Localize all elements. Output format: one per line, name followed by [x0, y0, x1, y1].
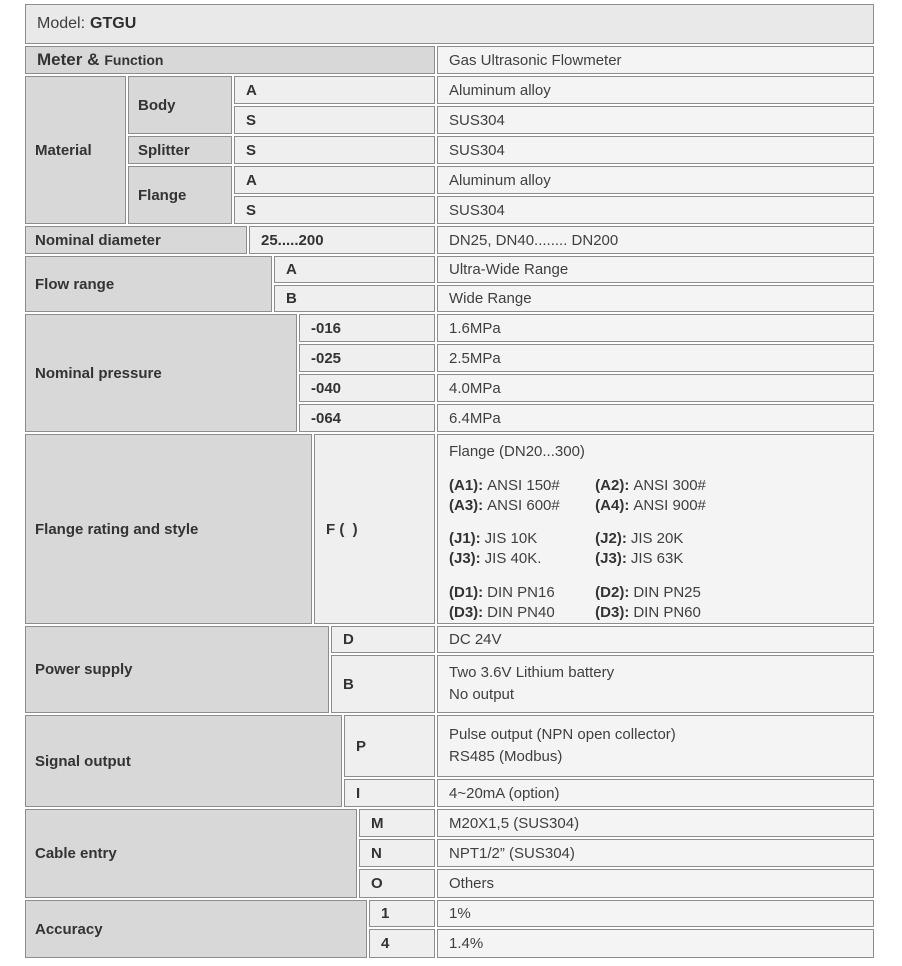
- flange-option-text: JIS 63K: [630, 550, 684, 568]
- flange-option-code: (D3):: [595, 604, 630, 622]
- flange-option-line: [449, 496, 706, 516]
- flange-option-text: ANSI 900#: [633, 496, 706, 514]
- power-supply-value: DC 24V: [437, 626, 874, 653]
- flow-range-code: A: [274, 256, 435, 283]
- material-code: A: [234, 76, 435, 104]
- flange-option-code: (A2):: [595, 476, 630, 494]
- nominal-diameter-code: 25.....200: [249, 226, 435, 254]
- flange-option-text: JIS 40K.: [484, 550, 542, 568]
- meter-value: Gas Ultrasonic Flowmeter: [437, 46, 874, 74]
- flange-option-text: DIN PN40: [487, 604, 555, 622]
- flange-option-text: ANSI 150#: [487, 476, 560, 494]
- value-line: RS485 (Modbus): [449, 748, 563, 765]
- flange-option-text: DIN PN60: [633, 604, 701, 622]
- material-code: A: [234, 166, 435, 194]
- flange-option-code: (J1):: [449, 530, 481, 548]
- flange-option-text: DIN PN25: [633, 584, 701, 602]
- section-label-flange-rating: Flange rating and style: [25, 434, 312, 624]
- nominal-pressure-value: 2.5MPa: [437, 344, 874, 372]
- material-value: SUS304: [437, 136, 874, 164]
- value-line: No output: [449, 686, 515, 703]
- model-code: GTGU: [90, 15, 137, 32]
- spec-table: [25, 4, 876, 958]
- accuracy-value: 1%: [437, 900, 874, 927]
- section-label-material: Material: [25, 76, 126, 224]
- flange-intro: Flange (DN20...300): [449, 443, 585, 460]
- flange-option-text: ANSI 600#: [487, 496, 560, 514]
- material-code: S: [234, 196, 435, 224]
- accuracy-code: 4: [369, 929, 435, 958]
- section-label-nominal-pressure: Nominal pressure: [25, 314, 297, 432]
- section-label-cable-entry: Cable entry: [25, 809, 357, 898]
- signal-output-code: P: [344, 715, 435, 777]
- nominal-pressure-value: 1.6MPa: [437, 314, 874, 342]
- flange-option-line: [449, 476, 706, 496]
- power-supply-value: [437, 655, 874, 713]
- flow-range-value: Ultra-Wide Range: [437, 256, 874, 283]
- signal-output-value: [437, 715, 874, 777]
- section-label-accuracy: Accuracy: [25, 900, 367, 958]
- material-value: Aluminum alloy: [437, 76, 874, 104]
- cable-entry-value: NPT1/2” (SUS304): [437, 839, 874, 867]
- flange-option-text: JIS 20K: [630, 530, 684, 548]
- flange-option-line: [449, 529, 683, 549]
- cable-entry-value: M20X1,5 (SUS304): [437, 809, 874, 837]
- flange-option-code: (A4):: [595, 496, 630, 514]
- flange-option-text: JIS 10K: [484, 530, 538, 548]
- section-label-signal-output: Signal output: [25, 715, 342, 807]
- cable-entry-code: M: [359, 809, 435, 837]
- flow-range-code: B: [274, 285, 435, 312]
- flange-option-line: [449, 603, 701, 623]
- flange-option-code: (A1):: [449, 476, 484, 494]
- material-value: SUS304: [437, 196, 874, 224]
- power-supply-code: D: [331, 626, 435, 653]
- flange-option-text: ANSI 300#: [633, 476, 706, 494]
- cable-entry-value: Others: [437, 869, 874, 898]
- flange-option-text: DIN PN16: [487, 584, 555, 602]
- value-line: Two 3.6V Lithium battery: [449, 664, 615, 681]
- flange-option-line: [449, 549, 683, 569]
- material-group-body: Body: [128, 76, 232, 134]
- flange-option-code: (A3):: [449, 496, 484, 514]
- model-row: [25, 4, 874, 44]
- material-code: S: [234, 106, 435, 134]
- material-group-splitter: Splitter: [128, 136, 232, 164]
- signal-output-value: 4~20mA (option): [437, 779, 874, 807]
- flange-rating-code: F ( ): [314, 434, 435, 624]
- flange-option-code: (D1):: [449, 584, 484, 602]
- flow-range-value: Wide Range: [437, 285, 874, 312]
- model-prefix: Model:: [37, 15, 86, 32]
- value-line: Pulse output (NPN open collector): [449, 726, 676, 743]
- flange-option-code: (J3):: [595, 550, 627, 568]
- meter-label-sub: Function: [104, 52, 164, 68]
- nominal-pressure-value: 4.0MPa: [437, 374, 874, 402]
- accuracy-code: 1: [369, 900, 435, 927]
- meter-label-main: Meter &: [37, 50, 100, 69]
- section-label-power-supply: Power supply: [25, 626, 329, 713]
- nominal-pressure-code: -064: [299, 404, 435, 432]
- material-code: S: [234, 136, 435, 164]
- flange-rating-value: [437, 434, 874, 624]
- section-label-nominal-diameter: Nominal diameter: [25, 226, 247, 254]
- accuracy-value: 1.4%: [437, 929, 874, 958]
- flange-option-code: (D2):: [595, 584, 630, 602]
- section-label-meter-function: [25, 46, 435, 74]
- flange-option-line: [449, 583, 701, 603]
- power-supply-code: B: [331, 655, 435, 713]
- nominal-pressure-value: 6.4MPa: [437, 404, 874, 432]
- material-group-flange: Flange: [128, 166, 232, 224]
- material-value: Aluminum alloy: [437, 166, 874, 194]
- nominal-diameter-value: DN25, DN40........ DN200: [437, 226, 874, 254]
- signal-output-code: I: [344, 779, 435, 807]
- material-value: SUS304: [437, 106, 874, 134]
- flange-option-code: (J2):: [595, 530, 627, 548]
- nominal-pressure-code: -016: [299, 314, 435, 342]
- section-label-flow-range: Flow range: [25, 256, 272, 312]
- cable-entry-code: O: [359, 869, 435, 898]
- flange-option-code: (J3):: [449, 550, 481, 568]
- cable-entry-code: N: [359, 839, 435, 867]
- nominal-pressure-code: -025: [299, 344, 435, 372]
- nominal-pressure-code: -040: [299, 374, 435, 402]
- flange-option-code: (D3):: [449, 604, 484, 622]
